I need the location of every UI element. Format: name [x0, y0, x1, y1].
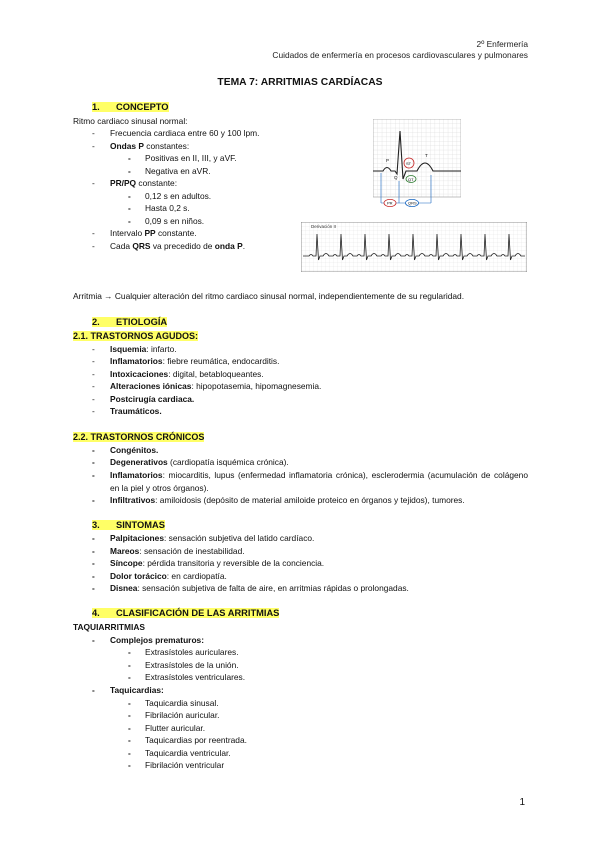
page-number: 1	[519, 797, 525, 808]
p-label: P	[386, 158, 390, 163]
section-title: CONCEPTO	[116, 102, 169, 112]
ecg-wave-diagram	[373, 119, 461, 212]
subsection-acute: 2.1. TRASTORNOS AGUDOS:	[73, 331, 199, 341]
ecg-rhythm-strip	[301, 222, 527, 272]
section-1-heading	[92, 102, 169, 112]
section-3-heading: 3. SINTOMAS	[92, 520, 165, 530]
header-subject: Cuidados de enfermería en procesos cardiovasculares y pulmonares	[272, 50, 528, 60]
header-course: 2º Enfermería	[476, 39, 528, 49]
qt-label: QT	[408, 177, 414, 182]
subsection-taquiarritmias: TAQUIARRITMIAS	[73, 622, 145, 632]
q-label: Q	[394, 175, 398, 180]
section-4-heading: 4. CLASIFICACIÓN DE LAS ARRITMIAS	[92, 608, 280, 618]
strip-label: Derivación II	[311, 224, 337, 229]
qrs-label: QRS	[408, 200, 417, 206]
section-number: 1.	[92, 102, 116, 112]
page-title: TEMA 7: ARRITMIAS CARDÍACAS	[217, 77, 383, 88]
st-label: ST	[406, 161, 412, 166]
pr-label: PR	[387, 200, 393, 206]
list-item-text: Inflamatorios: miocarditis, lupus (enfermedad inflamatoria crónica), esclerodermia (acumulación de colágeno en la piel y otros órganos).	[110, 470, 528, 493]
section-2-heading: 2. ETIOLOGÍA	[92, 317, 168, 327]
arritmia-definition: Arritmia → Cualquier alteración del ritmo cardiaco sinusal normal, independientemente de su regularidad.	[73, 291, 465, 301]
t-label: T	[425, 153, 428, 158]
subsection-chronic: 2.2. TRASTORNOS CRÓNICOS	[73, 432, 205, 442]
intro-text: Ritmo cardiaco sinusal normal:	[73, 116, 188, 126]
